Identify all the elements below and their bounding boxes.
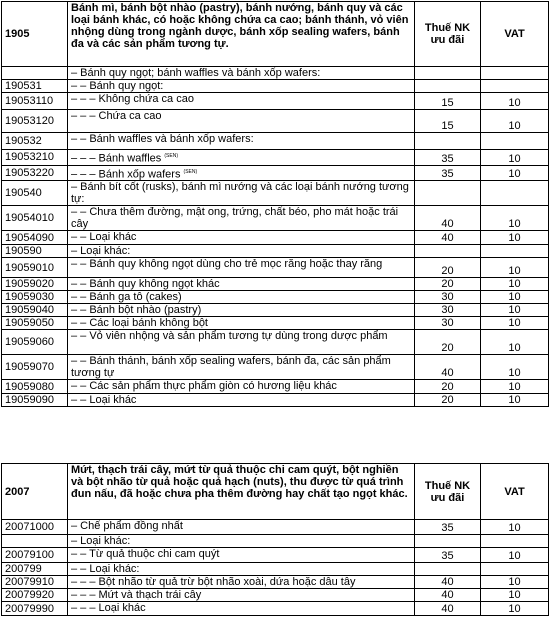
tariff-row [2,165,549,181]
description-text: – Chế phẩm đồng nhất [71,520,183,532]
tariff-row [2,535,549,548]
item-description [68,93,415,110]
hs-code [2,535,68,548]
heading-code: 1905 [2,2,68,67]
vat-rate: 10 [481,165,549,181]
description-text: – – Từ quả thuộc chi cam quýt [71,548,220,560]
hs-code: 19054010 [2,206,68,231]
column-header-import-tax: Thuế NK ưu đãi [415,464,481,520]
tariff-row [2,133,549,150]
import-tax-rate: 15 [415,93,481,110]
vat-rate [481,67,549,80]
vat-rate [481,133,549,150]
vat-rate: 10 [481,110,549,133]
item-description [68,330,415,355]
vat-rate: 10 [481,231,549,245]
import-tax-rate: 35 [415,150,481,166]
import-tax-rate: 40 [415,589,481,602]
item-description [68,394,415,407]
tariff-row [2,520,549,535]
hs-code: 19053220 [2,165,68,181]
import-tax-rate: 20 [415,278,481,291]
import-tax-rate: 40 [415,355,481,380]
description-text: – – – Bột nhão từ quả trừ bột nhão xoài, dứa hoặc dâu tây [71,576,356,588]
import-tax-rate: 40 [415,602,481,616]
hs-code: 19053120 [2,110,68,133]
import-tax-rate [415,181,481,206]
tariff-row [2,278,549,291]
import-tax-rate: 35 [415,165,481,181]
item-description [68,165,415,181]
item-description [68,80,415,93]
import-tax-rate [415,133,481,150]
description-text: – – – Loại khác [71,602,146,614]
item-description [68,133,415,150]
hs-code [2,67,68,80]
description-text: – – Các sản phẩm thực phẩm giòn có hương liệu khác [71,380,337,393]
item-description [68,548,415,563]
description-text: – – Bánh waffles và bánh xốp wafers: [71,133,254,145]
hs-code: 19054090 [2,231,68,245]
tariff-table-1905 [1,1,549,407]
tariff-row [2,93,549,110]
tariff-row [2,304,549,317]
hs-code: 19059040 [2,304,68,317]
tariff-row [2,291,549,304]
vat-rate: 10 [481,206,549,231]
import-tax-rate: 40 [415,206,481,231]
hs-code: 20079920 [2,589,68,602]
description-text: – – Bánh ga tô (cakes) [71,291,182,304]
import-tax-rate: 35 [415,548,481,563]
hs-code: 200799 [2,563,68,576]
import-tax-rate: 20 [415,394,481,407]
vat-rate: 10 [481,304,549,317]
vat-rate: 10 [481,548,549,563]
column-header-vat: VAT [481,464,549,520]
import-tax-rate: 35 [415,520,481,535]
hs-code: 19059080 [2,380,68,394]
vat-rate: 10 [481,589,549,602]
vat-rate: 10 [481,602,549,616]
hs-code: 190540 [2,181,68,206]
hs-code: 20079990 [2,602,68,616]
vat-rate: 10 [481,576,549,589]
item-description [68,291,415,304]
item-description [68,278,415,291]
description-text: – Loại khác: [71,245,131,258]
import-tax-rate: 15 [415,110,481,133]
vat-rate: 10 [481,520,549,535]
vat-rate: 10 [481,291,549,304]
vat-rate [481,181,549,206]
item-description [68,535,415,548]
description-text: – – Bánh quy không ngọt khác [71,278,220,291]
description-text: – – – Mứt và thạch trái cây [71,589,202,601]
item-description [68,380,415,394]
item-description [68,231,415,245]
tariff-row [2,181,549,206]
hs-code: 19059030 [2,291,68,304]
tariff-row [2,206,549,231]
vat-rate: 10 [481,93,549,110]
tariff-row [2,355,549,380]
item-description [68,355,415,380]
vat-rate: 10 [481,317,549,330]
description-text: – – – Chứa ca cao [71,110,162,122]
heading-description: Bánh mì, bánh bột nhào (pastry), bánh nướng, bánh quy và các loại bánh khác, có hoặc không chứa ca cao; bánh thánh, vỏ viên nhộng dùng trong ngành dược, bánh xốp sealing wafers, bánh đa và các sản phẩm tương tự. [68,2,415,67]
description-text: – Loại khác: [71,535,131,547]
hs-code: 20071000 [2,520,68,535]
import-tax-rate [415,245,481,258]
description-text: – – – Bánh xốp wafers [71,168,181,181]
item-description [68,304,415,317]
header-row [2,464,549,520]
heading-description: Mứt, thạch trái cây, mứt từ quả thuộc chi cam quýt, bột nghiền và bột nhão từ quả hoặc quả hạch (nuts), thu được từ quá trình đun nấu, đã hoặc chưa pha thêm đường hay chất tạo ngọt khác. [68,464,415,520]
import-tax-rate [415,67,481,80]
header-row [2,2,549,67]
vat-rate: 10 [481,258,549,278]
description-text: – – Bánh quy không ngọt dùng cho trẻ mọc răng hoặc thay răng [71,258,383,271]
item-description [68,602,415,616]
item-description [68,245,415,258]
description-text: – – Vỏ viên nhộng và sản phẩm tương tự dùng trong dược phẩm [71,330,388,343]
description-text: – – – Không chứa ca cao [71,93,194,105]
tariff-row [2,317,549,330]
description-text: – – Bánh quy ngọt: [71,80,164,92]
description-text: – – Loại khác: [71,563,140,575]
description-text: – – – Bánh waffles [71,152,162,165]
import-tax-rate [415,563,481,576]
import-tax-rate: 30 [415,317,481,330]
tariff-row [2,576,549,589]
tariff-row [2,80,549,93]
tariff-row [2,330,549,355]
import-tax-rate: 20 [415,380,481,394]
description-text: – Bánh bít cốt (rusks), bánh mì nướng và các loại bánh nướng tương tự: [71,181,409,206]
description-text: – – Bánh thánh, bánh xốp sealing wafers, bánh đa, các sản phẩm tương tự [71,355,391,380]
tariff-row [2,150,549,166]
heading-code: 2007 [2,464,68,520]
vat-rate [481,80,549,93]
import-tax-rate [415,535,481,548]
description-text: – – Loại khác [71,394,137,407]
hs-code: 19059090 [2,394,68,407]
hs-code: 19059010 [2,258,68,278]
vat-rate: 10 [481,278,549,291]
hs-code: 19059070 [2,355,68,380]
tariff-row [2,380,549,394]
hs-code: 190531 [2,80,68,93]
tariff-row [2,394,549,407]
item-description [68,589,415,602]
item-description [68,258,415,278]
item-description [68,520,415,535]
hs-code: 19059060 [2,330,68,355]
import-tax-rate: 40 [415,231,481,245]
tariff-row [2,67,549,80]
sen-marker: (SEN) [183,168,198,175]
import-tax-rate: 30 [415,304,481,317]
hs-code: 190590 [2,245,68,258]
item-description [68,181,415,206]
tariff-row [2,589,549,602]
item-description [68,317,415,330]
hs-code: 190532 [2,133,68,150]
import-tax-rate: 40 [415,576,481,589]
vat-rate: 10 [481,150,549,166]
item-description [68,110,415,133]
hs-code: 19059050 [2,317,68,330]
vat-rate: 10 [481,394,549,407]
column-header-vat: VAT [481,2,549,67]
hs-code: 20079910 [2,576,68,589]
tariff-row [2,245,549,258]
hs-code: 19053210 [2,150,68,166]
vat-rate: 10 [481,330,549,355]
tariff-row [2,548,549,563]
tariff-table-2007 [1,463,549,616]
vat-rate: 10 [481,355,549,380]
tariff-row [2,602,549,616]
import-tax-rate: 20 [415,258,481,278]
description-text: – – Loại khác [71,231,137,244]
description-text: – – Chưa thêm đường, mật ong, trứng, chất béo, pho mát hoặc trái cây [71,206,399,231]
import-tax-rate: 30 [415,291,481,304]
tariff-row [2,258,549,278]
vat-rate [481,535,549,548]
hs-code: 19053110 [2,93,68,110]
tariff-row [2,231,549,245]
tariff-row [2,563,549,576]
item-description [68,563,415,576]
description-text: – – Các loại bánh không bột [71,317,208,330]
hs-code: 19059020 [2,278,68,291]
description-text: – – Bánh bột nhào (pastry) [71,304,202,317]
column-header-import-tax: Thuế NK ưu đãi [415,2,481,67]
hs-code: 20079100 [2,548,68,563]
vat-rate [481,563,549,576]
vat-rate: 10 [481,380,549,394]
import-tax-rate [415,80,481,93]
vat-rate [481,245,549,258]
item-description [68,150,415,166]
tariff-row [2,110,549,133]
import-tax-rate: 20 [415,330,481,355]
item-description [68,576,415,589]
description-text: – Bánh quy ngọt; bánh waffles và bánh xốp wafers: [71,67,321,79]
sen-marker: (SEN) [164,153,178,159]
item-description [68,206,415,231]
item-description [68,67,415,80]
